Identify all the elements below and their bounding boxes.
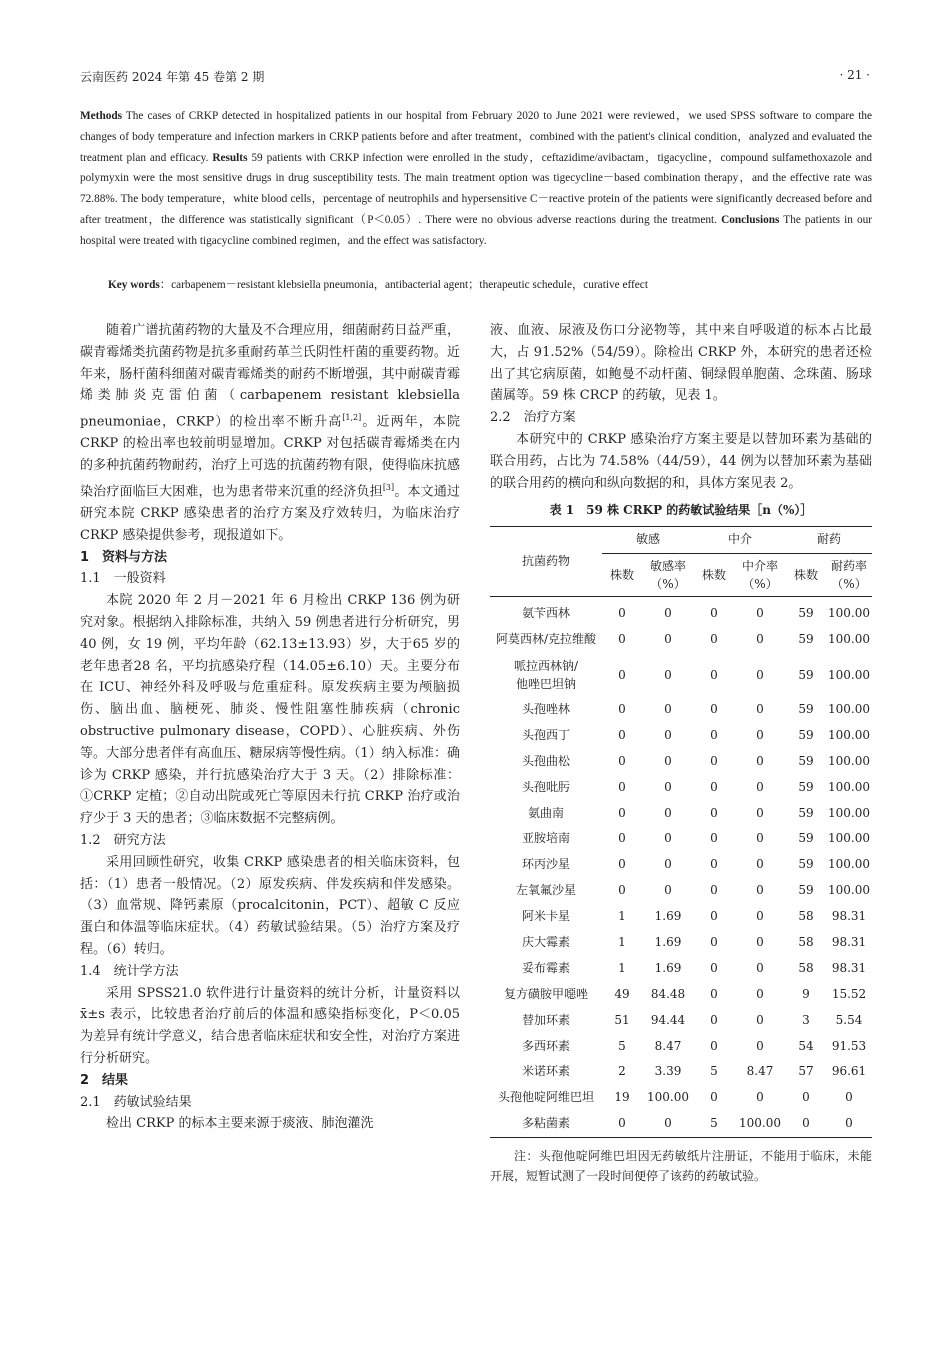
value-cell: 5: [710, 1064, 718, 1079]
table-row: [490, 956, 872, 982]
value-cell: 100.00: [828, 667, 870, 682]
value-cell: 0: [664, 779, 672, 794]
value-cell: 0: [618, 606, 626, 621]
header-sensitive: 敏感: [602, 527, 694, 554]
value-cell: 0: [756, 753, 764, 768]
value-cell: 0: [664, 667, 672, 682]
value-cell: 0: [845, 1090, 853, 1105]
value-cell: 0: [664, 606, 672, 621]
header-count: 株数: [786, 554, 826, 597]
value-cell: 0: [710, 1038, 718, 1053]
value-cell: 58: [798, 935, 814, 950]
value-cell: 0: [602, 1111, 642, 1137]
statistics-paragraph: 采用 SPSS21.0 软件进行计量资料的统计分析，计量资料以 x̄±s 表示，比较患者治疗前后的体温和感染指标变化，P＜0.05 为差异有统计学意义，结合患者临床症状和安全性，对治疗方案进行分析研究。: [80, 985, 460, 1066]
value-cell: 59: [798, 667, 814, 682]
table-row: [490, 852, 872, 878]
value-cell: 49: [614, 986, 630, 1001]
value-cell: 0: [664, 883, 672, 898]
value-cell: 0: [642, 1111, 694, 1137]
value-cell: 59: [798, 857, 814, 872]
table-row: [490, 982, 872, 1008]
value-cell: 0: [756, 1012, 764, 1027]
table-row: [490, 801, 872, 827]
value-cell: 100.00: [828, 831, 870, 846]
value-cell: 0: [756, 779, 764, 794]
value-cell: 100.00: [828, 632, 870, 647]
value-cell: 0: [710, 632, 718, 647]
value-cell: 0: [710, 883, 718, 898]
table-row: [490, 723, 872, 749]
value-cell: 0: [756, 909, 764, 924]
value-cell: 0: [826, 1111, 872, 1137]
value-cell: 100.00: [828, 857, 870, 872]
value-cell: 0: [710, 606, 718, 621]
value-cell: 98.31: [831, 909, 867, 924]
results-text: 59 patients with CRKP infection were enrolled in the study，ceftazidime/avibactam，tigacycline，compound sulfamethoxazole and polymyxin were the most sensitive drugs in drug susceptibility tests. The main treatment option was tigecycline－based combination therapy，and the effective rate was 72.88%. The body temperature，white blood cells，percentage of neutrophils and hypersensitive C－reactive protein of the patients were significantly decreased before and after treatment，the difference was statistically significant（P＜0.05）. There were no obvious adverse reactions during the treatment.: [80, 151, 872, 226]
intro-text-c: 。本文通过研究本院 CRKP 感染患者的治疗方案及疗效转归，为临床治疗 CRKP 感染提供参考，现报道如下。: [80, 484, 460, 543]
section-heading-2: 2 结果: [80, 1072, 129, 1088]
table-row: [490, 1085, 872, 1111]
value-cell: 59: [798, 753, 814, 768]
value-cell: 100.00: [828, 779, 870, 794]
value-cell: 98.31: [831, 960, 867, 975]
value-cell: 0: [618, 727, 626, 742]
value-cell: 0: [786, 1111, 826, 1137]
drug-name-cell: 多西环素: [521, 1038, 570, 1053]
value-cell: 0: [756, 935, 764, 950]
value-cell: 0: [710, 702, 718, 716]
table-row: [490, 826, 872, 852]
table-body: [490, 597, 872, 1138]
value-cell: 0: [710, 1090, 718, 1105]
methods-paragraph: 采用回顾性研究，收集 CRKP 感染患者的相关临床资料，包括：（1）患者一般情况。（2）原发疾病、伴发疾病和伴发感染。（3）血常规、降钙素原（procalcitonin，PCT）、超敏 C 反应蛋白和体温等临床症状。（4）药敏试验结果。（5）治疗方案及疗程。（6）转归。: [80, 854, 460, 957]
value-cell: 100.00: [828, 883, 870, 898]
drug-name-cell: 庆大霉素: [521, 935, 570, 950]
value-cell: 0: [664, 632, 672, 647]
value-cell: 100.00: [828, 727, 870, 742]
value-cell: 0: [710, 960, 718, 975]
value-cell: 8.47: [746, 1064, 774, 1079]
value-cell: 100.00: [828, 805, 870, 820]
citation-3: [3]: [382, 482, 395, 492]
value-cell: 0: [618, 831, 626, 846]
value-cell: 0: [756, 667, 764, 682]
header-count: 株数: [694, 554, 734, 597]
results-paragraph-cont: 液、血液、尿液及伤口分泌物等，其中来自呼吸道的标本占比最大，占 91.52%（54/59）。除检出 CRKP 外，本研究的患者还检出了其它病原菌，如鲍曼不动杆菌、铜绿假单胞菌、念珠菌、肠球菌属等。59 株 CRCP 的药敏，见表 1。: [490, 323, 872, 404]
table-note: 注：头孢他啶阿维巴坦因无药敏纸片注册证，不能用于临床，未能开展，短暂试测了一段时间便停了该药的药敏试验。: [490, 1149, 872, 1184]
table-row: [490, 749, 872, 775]
value-cell: 0: [664, 727, 672, 742]
section-heading-2-1: 2.1 药敏试验结果: [80, 1094, 192, 1110]
table-row: [490, 697, 872, 723]
susceptibility-table: [490, 526, 872, 1138]
value-cell: 0: [710, 986, 718, 1001]
value-cell: 0: [618, 632, 626, 647]
value-cell: 100.00: [828, 606, 870, 621]
conclusions-label: Conclusions: [721, 213, 780, 226]
value-cell: 0: [802, 1090, 810, 1105]
value-cell: 9: [802, 986, 810, 1001]
page-header: [80, 68, 870, 88]
value-cell: 0: [618, 883, 626, 898]
right-column: [490, 320, 872, 1186]
value-cell: 0: [664, 753, 672, 768]
journal-info: 云南医药 2024 年第 45 卷第 2 期: [80, 70, 265, 84]
value-cell: 0: [710, 667, 718, 682]
drug-name-cell: 左氧氟沙星: [515, 883, 576, 898]
value-cell: 1: [618, 935, 626, 950]
drug-name-cell: 头孢吡肟: [521, 779, 570, 794]
drug-name-cell: 头孢唑林: [521, 702, 570, 716]
value-cell: 0: [756, 606, 764, 621]
value-cell: 1.69: [654, 960, 682, 975]
value-cell: 0: [756, 805, 764, 820]
header-intermediate-rate: 中介率 （%）: [734, 554, 786, 597]
table-row: [490, 930, 872, 956]
drug-name-cell: 哌拉西林钠/ 他唑巴坦钠: [513, 658, 579, 691]
table-title: 表 1 59 株 CRKP 的药敏试验结果［n（%）］: [549, 503, 813, 518]
value-cell: 0: [710, 831, 718, 846]
keywords-label: Key words: [108, 279, 160, 291]
drug-name-cell: 亚胺培南: [521, 831, 570, 846]
header-drug: 抗菌药物: [490, 527, 602, 597]
section-heading-1-2: 1.2 研究方法: [80, 832, 166, 848]
value-cell: 59: [798, 831, 814, 846]
value-cell: 0: [756, 1038, 764, 1053]
table-row: [490, 775, 872, 801]
value-cell: 0: [618, 805, 626, 820]
header-sensitive-rate: 敏感率 （%）: [642, 554, 694, 597]
value-cell: 98.31: [831, 935, 867, 950]
value-cell: 0: [618, 753, 626, 768]
value-cell: 1: [618, 909, 626, 924]
drug-name-cell: 头孢曲松: [521, 753, 570, 768]
table-row: [490, 1034, 872, 1060]
drug-name-cell: 复方磺胺甲噁唑: [503, 986, 588, 1001]
drug-name-cell: 环丙沙星: [521, 857, 570, 872]
intro-text-b: 。近两年，本院 CRKP 的检出率也较前明显增加。CRKP 对包括碳青霉烯类在内的多种抗菌药物耐药，治疗上可选的抗菌药物有限，使得临床抗感染治疗面临巨大困难，也为患者带来沉重的经济负担: [80, 414, 460, 500]
value-cell: 0: [710, 935, 718, 950]
treatment-paragraph: 本研究中的 CRKP 感染治疗方案主要是以替加环素为基础的联合用药，占比为 74.58%（44/59），44 例为以替加环素为基础的联合用药的横向和纵向数据的和，具体方案见表 2。: [490, 431, 872, 491]
value-cell: 3.39: [654, 1064, 682, 1079]
value-cell: 0: [664, 857, 672, 872]
value-cell: 0: [618, 702, 626, 716]
table-row: [490, 627, 872, 653]
methods-label: Methods: [80, 110, 123, 122]
drug-name-cell: 阿莫西林/克拉维酸: [495, 632, 597, 647]
table-row: [490, 1111, 872, 1137]
value-cell: 54: [798, 1038, 814, 1053]
value-cell: 59: [798, 632, 814, 647]
drug-name-cell: 头孢他啶阿维巴坦: [497, 1090, 594, 1105]
value-cell: 5.54: [835, 1012, 863, 1027]
value-cell: 57: [798, 1064, 814, 1079]
value-cell: 0: [756, 883, 764, 898]
general-data-paragraph: 本院 2020 年 2 月－2021 年 6 月检出 CRKP 136 例为研究对象。根据纳入排除标准，共纳入 59 例患者进行分析研究，男 40 例，女 19 例，平均年龄（62.13±13.93）岁，大于65 岁的老年患者28 名，平均抗感染疗程（14.05±6.10）天。主要分布在 ICU、神经外科及呼吸与危重症科。原发疾病主要为颅脑损伤、脑出血、脑梗死、肺炎、慢性阻塞性肺疾病（chronic obstructive pulmonary disease，COPD）、心脏疾病、外伤等。大部分患者伴有高血压、糖尿病等慢性病。（1）纳入标准：确诊为 CRKP 感染，并行抗感染治疗大于 3 天。（2）排除标准：①CRKP 定植；②自动出院或死亡等原因未行抗 CRKP 治疗或治疗少于 3 天的患者；③临床数据不完整病例。: [80, 593, 460, 827]
table-row: [490, 1059, 872, 1085]
value-cell: 19: [614, 1090, 630, 1105]
value-cell: 3: [802, 1012, 810, 1027]
value-cell: 8.47: [654, 1038, 682, 1053]
value-cell: 58: [798, 960, 814, 975]
header-intermediate: 中介: [694, 527, 786, 554]
keywords-text: ：carbapenem－resistant klebsiella pneumonia，antibacterial agent；therapeutic schedule，curative effect: [159, 279, 648, 291]
section-heading-1-4: 1.4 统计学方法: [80, 963, 179, 979]
value-cell: 59: [798, 606, 814, 621]
value-cell: 0: [664, 702, 672, 716]
value-cell: 2: [618, 1064, 626, 1079]
value-cell: 0: [618, 857, 626, 872]
drug-name-cell: 头孢西丁: [521, 727, 570, 742]
value-cell: 0: [756, 702, 764, 716]
value-cell: 0: [756, 857, 764, 872]
section-heading-2-2: 2.2 治疗方案: [490, 410, 576, 426]
table-row: [490, 653, 872, 697]
drug-name-cell: 多粘菌素: [490, 1111, 602, 1137]
table-row: [490, 1008, 872, 1034]
value-cell: 59: [798, 805, 814, 820]
value-cell: 0: [756, 727, 764, 742]
results-label: Results: [212, 151, 248, 164]
left-column: [80, 320, 460, 1135]
value-cell: 1: [618, 960, 626, 975]
table-row: [490, 904, 872, 930]
intro-paragraph: [80, 320, 460, 547]
drug-name-cell: 阿米卡星: [521, 909, 570, 924]
conclusions-text: The patients in our hospital were treated with tigacycline combined regimen，and the effect was satisfactory.: [80, 213, 873, 247]
value-cell: 100.00: [828, 702, 870, 716]
keywords: [108, 275, 872, 295]
value-cell: 0: [710, 753, 718, 768]
header-count: 株数: [602, 554, 642, 597]
citation-1-2: [1,2]: [342, 413, 362, 423]
value-cell: 0: [756, 986, 764, 1001]
value-cell: 5: [694, 1111, 734, 1137]
value-cell: 59: [798, 702, 814, 716]
drug-name-cell: 妥布霉素: [521, 960, 570, 975]
value-cell: 0: [756, 1090, 764, 1105]
value-cell: 0: [710, 1012, 718, 1027]
value-cell: 1.69: [654, 935, 682, 950]
table-row: [490, 878, 872, 904]
value-cell: 0: [664, 831, 672, 846]
value-cell: 0: [756, 960, 764, 975]
header-resistant-rate: 耐药率 （%）: [826, 554, 872, 597]
value-cell: 0: [710, 857, 718, 872]
english-abstract: [80, 106, 872, 252]
value-cell: 0: [710, 805, 718, 820]
value-cell: 84.48: [650, 986, 686, 1001]
value-cell: 94.44: [650, 1012, 686, 1027]
intro-text-a: 随着广谱抗菌药物的大量及不合理应用，细菌耐药日益严重，碳青霉烯类抗菌药物是抗多重耐药革兰氏阴性杆菌的重要药物。近年来，肠杆菌科细菌对碳青霉烯类的耐药不断增强，其中耐碳青霉烯类肺炎克雷伯菌（carbapenem resistant klebsiella pneumoniae，CRKP）的检出率不断升高: [80, 323, 460, 430]
value-cell: 0: [664, 805, 672, 820]
page-number: · 21 ·: [839, 68, 870, 82]
value-cell: 100.00: [647, 1090, 689, 1105]
drug-name-cell: 米诺环素: [521, 1064, 570, 1079]
value-cell: 0: [756, 632, 764, 647]
value-cell: 0: [756, 831, 764, 846]
value-cell: 96.61: [831, 1064, 867, 1079]
value-cell: 0: [710, 779, 718, 794]
value-cell: 0: [710, 909, 718, 924]
table-row: [490, 597, 872, 627]
section-heading-1: 1 资料与方法: [80, 549, 168, 565]
drug-name-cell: 氨曲南: [527, 805, 564, 820]
value-cell: 51: [614, 1012, 630, 1027]
value-cell: 0: [618, 667, 626, 682]
value-cell: 5: [618, 1038, 626, 1053]
value-cell: 1.69: [654, 909, 682, 924]
drug-name-cell: 替加环素: [521, 1012, 570, 1027]
value-cell: 59: [798, 883, 814, 898]
value-cell: 58: [798, 909, 814, 924]
value-cell: 91.53: [831, 1038, 867, 1053]
value-cell: 59: [798, 779, 814, 794]
results-paragraph-start: 检出 CRKP 的标本主要来源于痰液、肺泡灌洗: [106, 1116, 374, 1132]
drug-name-cell: 氨苄西林: [521, 606, 570, 621]
value-cell: 15.52: [831, 986, 867, 1001]
methods-text: The cases of CRKP detected in hospitalized patients in our hospital from February 2020 to June 2021 were reviewed，we used SPSS software to compare the changes of body temperature and infection markers in CRKP patients before and after treatment，combined with the patient's clinical condition，analyzed and evaluated the treatment plan and efficacy.: [80, 110, 872, 164]
value-cell: 100.00: [734, 1111, 786, 1137]
value-cell: 100.00: [828, 753, 870, 768]
header-resistant: 耐药: [786, 527, 872, 554]
section-heading-1-1: 1.1 一般资料: [80, 571, 166, 587]
value-cell: 0: [710, 727, 718, 742]
value-cell: 59: [798, 727, 814, 742]
value-cell: 0: [618, 779, 626, 794]
